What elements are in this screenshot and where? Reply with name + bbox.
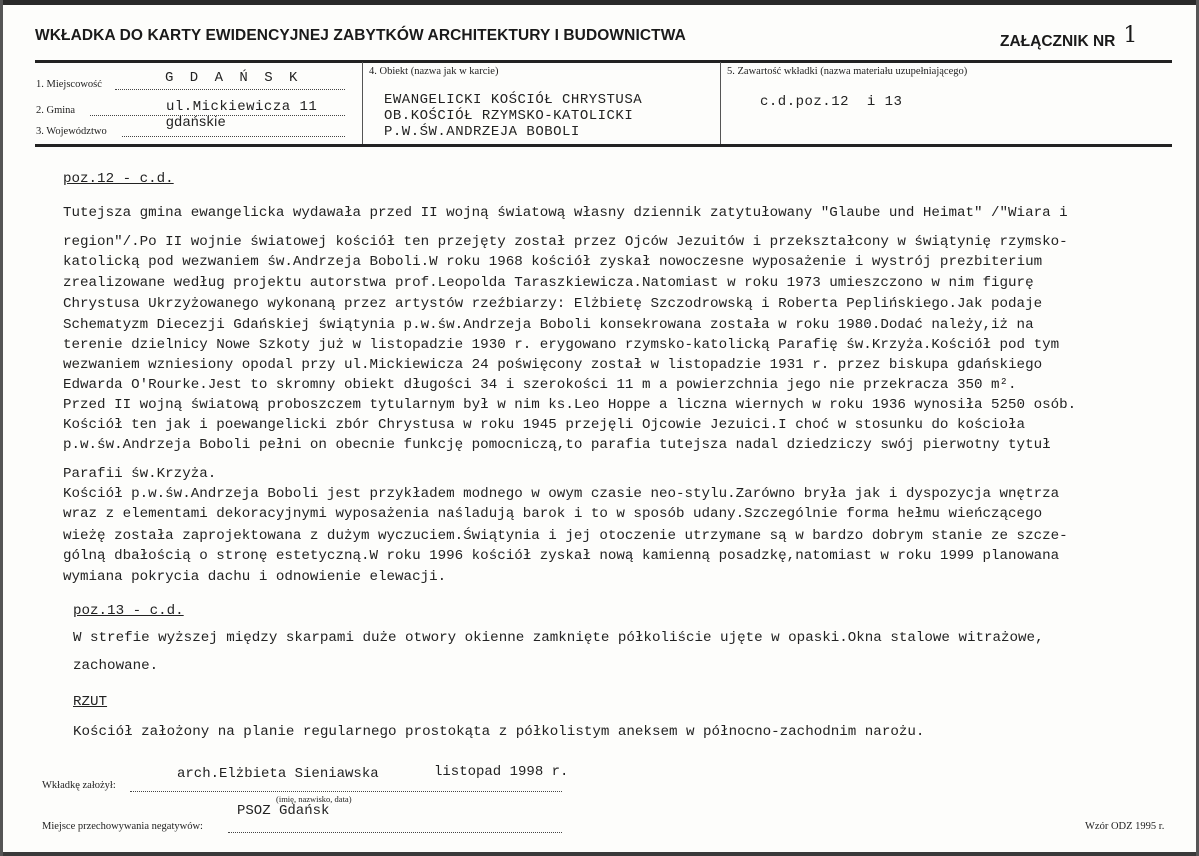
body-line: terenie dzielnicy Nowe Szkoty już w listopadzie 1930 r. erygowano rzymsko-katolicką Parafię św.Krzyża.Kościół pod tym	[63, 337, 1060, 353]
body-line: wezwaniem wzniesiony opodal przy ul.Mickiewicza 24 poświęcony został w listopadzie 1931 r. przez biskupa gdańskiego	[63, 357, 1043, 373]
date-value: listopad 1998 r.	[434, 764, 569, 780]
commune-label: 2. Gmina	[36, 105, 76, 116]
voivodeship-dotted-line	[122, 136, 345, 137]
object-label: 4. Obiekt (nazwa jak w karcie)	[369, 66, 499, 77]
header-rule-top	[35, 60, 1172, 63]
body-line: p.w.św.Andrzeja Boboli pełni on obecnie funkcję pomocniczą,to parafia tutejsza nadal dziedziczy swój pierwotny tytuł	[63, 437, 1051, 453]
section-heading-poz13: poz.13 - c.d.	[73, 603, 184, 619]
annex-label	[1000, 23, 1138, 52]
body-line: Chrystusa Ukrzyżowanego wykonaną przez artystów rzeźbiarzy: Elżbietę Szczodrowską i Roberta Peplińskiego.Jak podaje	[63, 296, 1043, 312]
body-line: Schematyzm Diecezji Gdańskiej świątynia p.w.św.Andrzeja Boboli konsekrowana została w roku 1980.Dodać należy,iż na	[63, 317, 1034, 333]
body-line: wieżę została zaprojektowana z dużym wyczuciem.Świątynia i jej otoczenie utrzymane są w bardzo dobrym stanie ze szcze-	[63, 528, 1068, 544]
object-line: P.W.ŚW.ANDRZEJA BOBOLI	[384, 124, 580, 140]
body-line: W strefie wyższej między skarpami duże otwory okienne zamknięte półkoliście ujęte w opaski.Okna stalowe witrażowe,	[73, 630, 1044, 646]
voivodeship-label: 3. Województwo	[36, 126, 107, 137]
negatives-value: PSOZ Gdańsk	[237, 803, 330, 819]
author-dotted-line	[130, 791, 562, 792]
section-heading-rzut: RZUT	[73, 694, 108, 710]
author-label: Wkładkę założył:	[42, 780, 116, 791]
negatives-label: Miejsce przechowywania negatywów:	[42, 821, 203, 832]
body-line: Kościół założony na planie regularnego prostokąta z półkolistym aneksem w północno-zachodnim narożu.	[73, 724, 925, 740]
locality-label: 1. Miejscowość	[36, 79, 102, 90]
object-line: OB.KOŚCIÓŁ RZYMSKO-KATOLICKI	[384, 108, 634, 124]
body-line: Kościół ten jak i poewangelicki zbór Chrystusa w roku 1945 przejęli Ojcowie Jezuici.I choć w stosunku do kościoła	[63, 417, 1026, 433]
negatives-dotted-line	[228, 832, 562, 833]
section-heading-poz12: poz.12 - c.d.	[63, 171, 174, 187]
header-rule-bottom	[35, 144, 1172, 147]
body-line: zrealizowane według projektu autorstwa prof.Leopolda Taraszkiewicza.Natomiast w roku 1973 umieszczono w nim figurę	[63, 275, 1034, 291]
scan-edge-bottom	[0, 852, 1199, 856]
body-line: region"/.Po II wojnie światowej kościół ten przejęty został przez Ojców Jezuitów i przekształcony w świątynię rzymsko-	[63, 234, 1068, 250]
author-value: arch.Elżbieta Sieniawska	[177, 766, 379, 782]
scan-edge-top	[0, 0, 1199, 5]
body-line: wraz z elementami dekoracyjnymi wyposażenia naśladują barok i to w sposób udany.Szczególnie forma hełmu wieńczącego	[63, 506, 1043, 522]
annex-label-text: ZAŁĄCZNIK NR	[1000, 33, 1116, 50]
column-divider	[362, 62, 363, 144]
body-line: katolicką pod wezwaniem św.Andrzeja Boboli.W roku 1968 kościół zyskał nowoczesne wyposażenie i wystrój prezbiterium	[63, 254, 1043, 270]
body-line: gólną dbałością o stronę estetyczną.W roku 1996 kościół zyskał nową kamienną posadzkę,natomiast w roku 1999 planowana	[63, 548, 1060, 564]
document-title: WKŁADKA DO KARTY EWIDENCYJNEJ ZABYTKÓW ARCHITEKTURY I BUDOWNICTWA	[35, 27, 686, 44]
contents-value: c.d.poz.12 i 13	[760, 94, 903, 110]
body-line: Parafii św.Krzyża.	[63, 466, 217, 482]
scan-edge-left	[0, 0, 3, 856]
body-line: Kościół p.w.św.Andrzeja Boboli jest przykładem modnego w owym czasie neo-stylu.Zarówno bryła jak i dyspozycja wnętrza	[63, 486, 1060, 502]
body-line: wymiana pokrycia dachu i odnowienie elewacji.	[63, 569, 447, 585]
object-line: EWANGELICKI KOŚCIÓŁ CHRYSTUSA	[384, 92, 643, 108]
locality-value: G D A Ń S K	[165, 70, 302, 86]
body-line: Przed II wojną światową proboszczem tytularnym był w nim ks.Leo Hoppe a liczna wiernych w roku 1936 wynosiła 5250 osób.	[63, 397, 1077, 413]
commune-value: ul.Mickiewicza 11	[166, 99, 318, 115]
body-line: Edwarda O'Rourke.Jest to skromny obiekt długości 34 i szerokości 11 m a powierzchnia jego nie przekracza 350 m².	[63, 377, 1017, 393]
contents-label: 5. Zawartość wkładki (nazwa materiału uzupełniającego)	[727, 66, 968, 77]
form-version: Wzór ODZ 1995 r.	[1085, 821, 1165, 832]
author-hint: (imię, nazwisko, data)	[276, 794, 352, 804]
annex-number: 1	[1123, 23, 1138, 48]
locality-dotted-line	[115, 89, 345, 90]
body-line: zachowane.	[73, 658, 159, 674]
body-line: Tutejsza gmina ewangelicka wydawała przed II wojną światową własny dziennik zatytułowany "Glaube und Heimat" /"Wiara i	[63, 205, 1068, 221]
voivodeship-value: gdańskie	[166, 113, 227, 129]
column-divider	[720, 62, 721, 144]
